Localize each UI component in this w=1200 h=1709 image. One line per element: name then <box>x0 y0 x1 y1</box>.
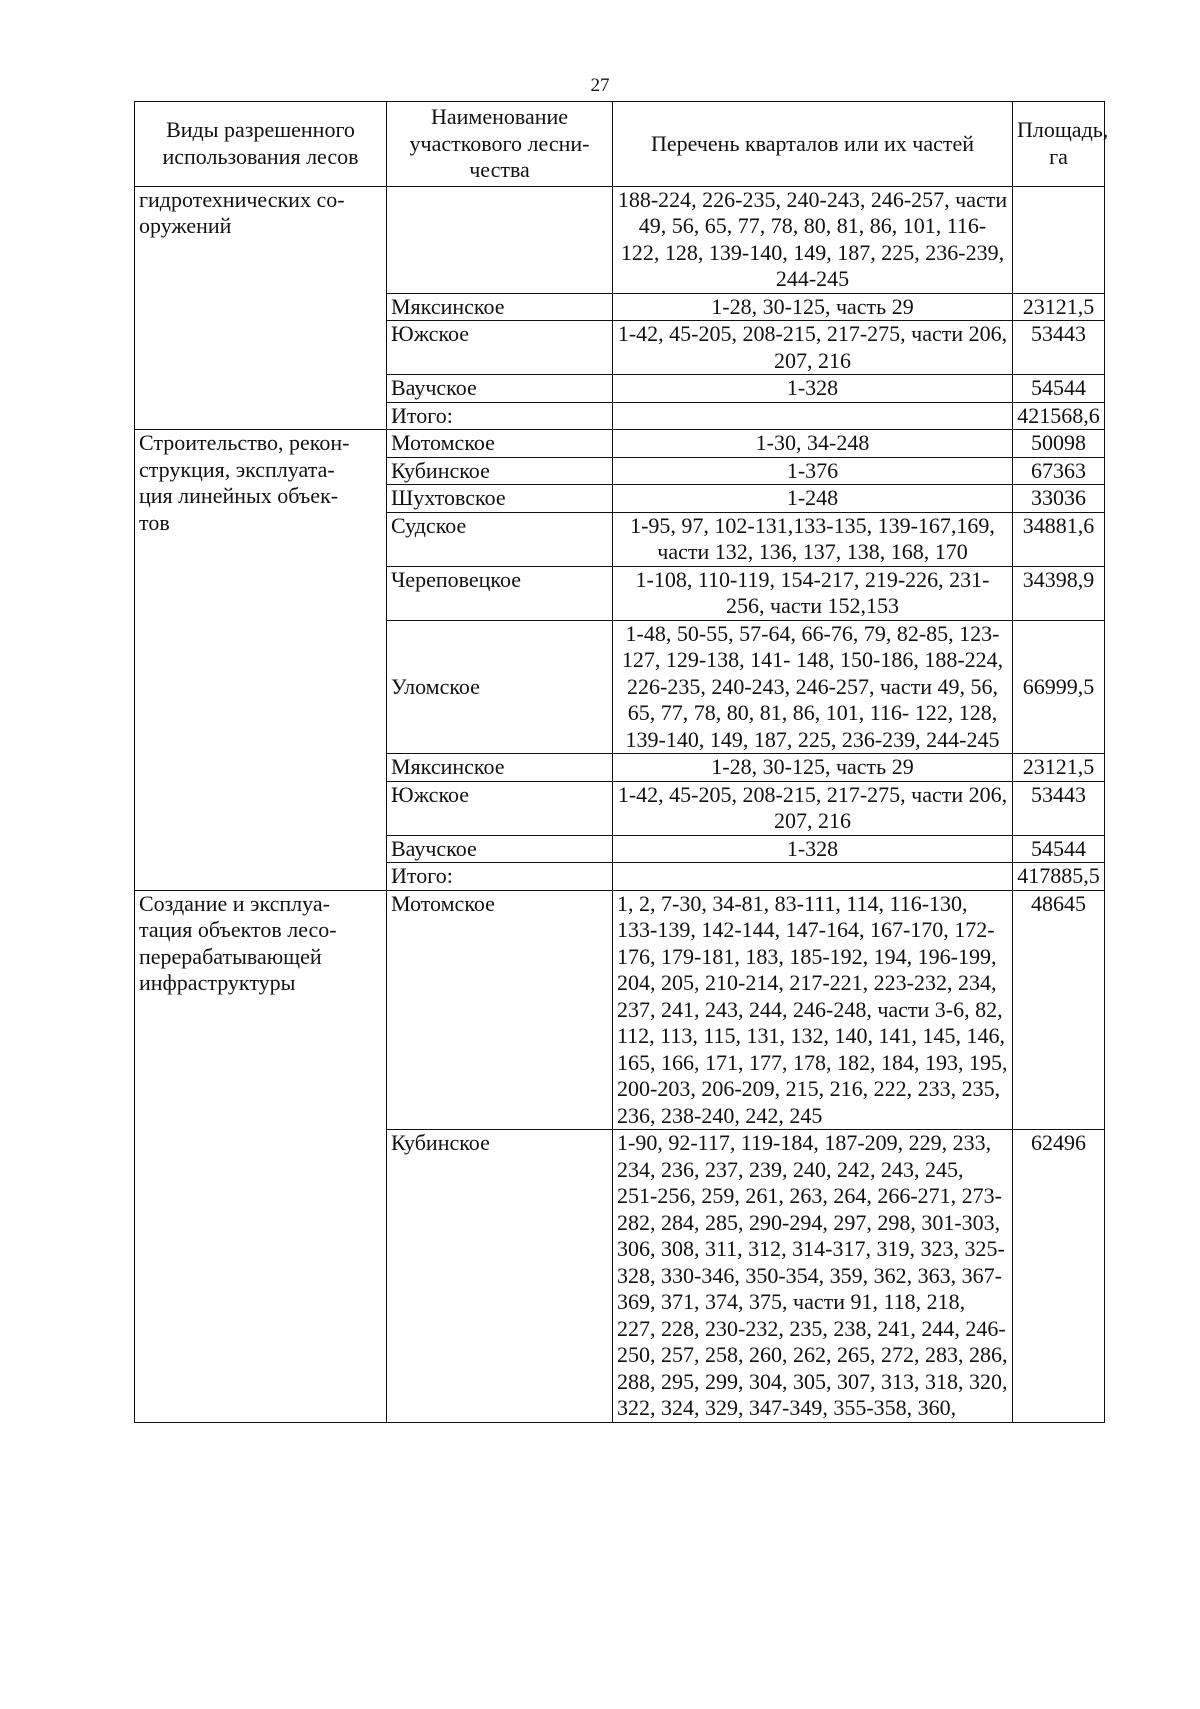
forestry-cell: Ваучское <box>387 375 613 403</box>
area-cell <box>1013 186 1105 293</box>
forestry-cell: Мяксинское <box>387 293 613 321</box>
quarters-cell: 1-328 <box>613 835 1013 863</box>
quarters-cell: 1-90, 92-117, 119-184, 187-209, 229, 233, 234, 236, 237, 239, 240, 242, 243, 245, 251-256, 259, 261, 263, 264, 266-271, 273-282, 284, 285, 290-294, 297, 298, 301-303, 306, 308, 311, 312, 314-317, 319, 323, 325-328, 330-346, 350-354, 359, 362, 363, 367-369, 371, 374, 375, части 91, 118, 218, 227, 228, 230-232, 235, 238, 241, 244, 246-250, 257, 258, 260, 262, 265, 272, 283, 286, 288, 295, 299, 304, 305, 307, 313, 318, 320, 322, 324, 329, 347-349, 355-358, 360, <box>613 1130 1013 1423</box>
header-forestry: Наименование участкового лесни-чества <box>387 102 613 187</box>
quarters-cell: 1-328 <box>613 375 1013 403</box>
forestry-cell: Кубинское <box>387 1130 613 1423</box>
use-type-cell <box>135 890 387 1422</box>
quarters-cell: 1, 2, 7-30, 34-81, 83-111, 114, 116-130, 133-139, 142-144, 147-164, 167-170, 172-176, 179-181, 183, 185-192, 194, 196-199, 204, 205, 210-214, 217-221, 223-232, 234, 237, 241, 243, 244, 246-248, части 3-6, 82, 112, 113, 115, 131, 132, 140, 141, 145, 146, 165, 166, 171, 177, 178, 182, 184, 193, 195, 200-203, 206-209, 215, 216, 222, 233, 235, 236, 238-240, 242, 245 <box>613 890 1013 1130</box>
quarters-cell: 188-224, 226-235, 240-243, 246-257, части 49, 56, 65, 77, 78, 80, 81, 86, 101, 116- 122, 128, 139-140, 149, 187, 225, 236-239, 244-245 <box>613 186 1013 293</box>
use-type-cell <box>135 186 387 430</box>
quarters-cell: 1-95, 97, 102-131,133-135, 139-167,169, части 132, 136, 137, 138, 168, 170 <box>613 512 1013 566</box>
area-cell: 34398,9 <box>1013 566 1105 620</box>
forestry-cell: Мяксинское <box>387 754 613 782</box>
table-row <box>135 890 1105 1130</box>
area-cell: 54544 <box>1013 375 1105 403</box>
area-cell: 23121,5 <box>1013 754 1105 782</box>
area-cell: 50098 <box>1013 430 1105 458</box>
total-label-cell: Итого: <box>387 863 613 891</box>
total-label-cell: Итого: <box>387 402 613 430</box>
quarters-cell <box>613 863 1013 891</box>
forest-use-table <box>134 101 1109 1423</box>
use-type-text: Строительство, рекон- струкция, эксплуата- ция линейных объек- тов <box>139 430 350 535</box>
area-cell: 54544 <box>1013 835 1105 863</box>
area-cell: 48645 <box>1013 890 1105 1130</box>
area-cell: 62496 <box>1013 1130 1105 1423</box>
area-cell: 53443 <box>1013 781 1105 835</box>
forestry-cell: Южское <box>387 321 613 375</box>
use-type-text: Создание и эксплуа- тация объектов лесо- перерабатывающей инфраструктуры <box>139 890 337 995</box>
area-cell: 34881,6 <box>1013 512 1105 566</box>
table-row <box>135 186 1105 293</box>
page-number: 27 <box>590 75 610 96</box>
table-row <box>135 430 1105 458</box>
use-type-text: гидротехнических со- оружений <box>139 186 345 238</box>
forestry-cell: Шухтовское <box>387 485 613 513</box>
forestry-cell: Кубинское <box>387 457 613 485</box>
quarters-cell: 1-30, 34-248 <box>613 430 1013 458</box>
forestry-cell: Южское <box>387 781 613 835</box>
forestry-cell: Ваучское <box>387 835 613 863</box>
total-area-cell: 421568,6 <box>1013 402 1105 430</box>
quarters-cell: 1-28, 30-125, часть 29 <box>613 293 1013 321</box>
forestry-cell: Судское <box>387 512 613 566</box>
header-quarters: Перечень кварталов или их частей <box>613 102 1013 187</box>
header-use-type: Виды разрешенного использования лесов <box>135 102 387 187</box>
quarters-cell: 1-376 <box>613 457 1013 485</box>
area-cell: 53443 <box>1013 321 1105 375</box>
quarters-cell <box>613 402 1013 430</box>
quarters-cell: 1-48, 50-55, 57-64, 66-76, 79, 82-85, 123- 127, 129-138, 141- 148, 150-186, 188-224, 226-235, 240-243, 246-257, части 49, 56, 65, 77, 78, 80, 81, 86, 101, 116- 122, 128, 139-140, 149, 187, 225, 236-239, 244-245 <box>613 620 1013 754</box>
quarters-cell: 1-42, 45-205, 208-215, 217-275, части 206, 207, 216 <box>613 781 1013 835</box>
use-type-cell <box>135 430 387 891</box>
area-cell: 33036 <box>1013 485 1105 513</box>
quarters-cell: 1-248 <box>613 485 1013 513</box>
forestry-cell: Мотомское <box>387 430 613 458</box>
forestry-cell <box>387 186 613 293</box>
area-cell: 23121,5 <box>1013 293 1105 321</box>
forestry-cell: Мотомское <box>387 890 613 1130</box>
table-header-row <box>135 102 1105 187</box>
area-cell: 66999,5 <box>1013 620 1105 754</box>
area-cell: 67363 <box>1013 457 1105 485</box>
header-area: Площадь, га <box>1013 102 1105 187</box>
forestry-cell: Череповецкое <box>387 566 613 620</box>
total-area-cell: 417885,5 <box>1013 863 1105 891</box>
forestry-cell: Уломское <box>387 620 613 754</box>
quarters-cell: 1-108, 110-119, 154-217, 219-226, 231-256, части 152,153 <box>613 566 1013 620</box>
quarters-cell: 1-42, 45-205, 208-215, 217-275, части 206, 207, 216 <box>613 321 1013 375</box>
quarters-cell: 1-28, 30-125, часть 29 <box>613 754 1013 782</box>
